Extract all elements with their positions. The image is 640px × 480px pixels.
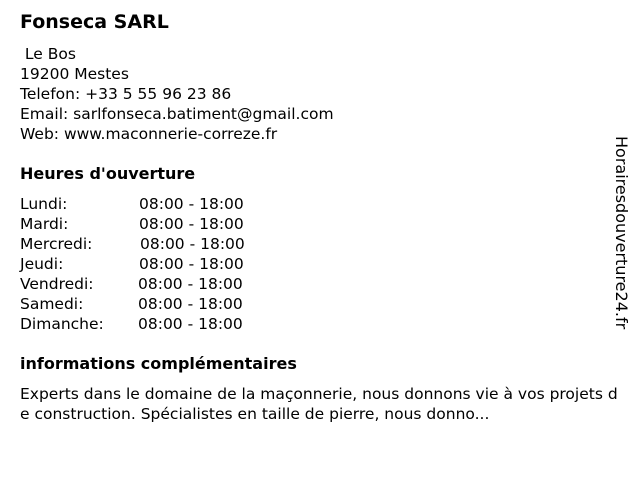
day-label: Jeudi: bbox=[20, 255, 64, 273]
day-label: Vendredi: bbox=[20, 275, 94, 293]
website-line: Web: www.maconnerie-correze.fr bbox=[20, 125, 278, 143]
day-label: Mardi: bbox=[20, 215, 69, 233]
hours-value: 08:00 - 18:00 bbox=[139, 215, 244, 233]
opening-hours-heading: Heures d'ouverture bbox=[20, 164, 196, 183]
day-label: Mercredi: bbox=[20, 235, 93, 253]
hours-value: 08:00 - 18:00 bbox=[139, 195, 244, 213]
additional-info-heading: informations complémentaires bbox=[20, 354, 297, 373]
hours-value: 08:00 - 18:00 bbox=[138, 315, 243, 333]
hours-value: 08:00 - 18:00 bbox=[139, 255, 244, 273]
phone-line: Telefon: +33 5 55 96 23 86 bbox=[20, 85, 232, 103]
email-line: Email: sarlfonseca.batiment@gmail.com bbox=[20, 105, 334, 123]
hours-value: 08:00 - 18:00 bbox=[138, 275, 243, 293]
business-title: Fonseca SARL bbox=[20, 11, 169, 33]
additional-info-text: Experts dans le domaine de la maçonnerie, nous donnons vie à vos projets de construction. Spécialistes en taille de pierre, nous donno... bbox=[20, 385, 618, 423]
day-label: Lundi: bbox=[20, 195, 68, 213]
hours-value: 08:00 - 18:00 bbox=[140, 235, 245, 253]
day-label: Dimanche: bbox=[20, 315, 104, 333]
address-block bbox=[20, 44, 334, 144]
hours-value: 08:00 - 18:00 bbox=[138, 295, 243, 313]
site-watermark: Horairesdouverture24.fr bbox=[612, 136, 631, 330]
address-street: Le Bos bbox=[20, 45, 76, 63]
day-label: Samedi: bbox=[20, 295, 84, 313]
address-city: 19200 Mestes bbox=[20, 65, 129, 83]
